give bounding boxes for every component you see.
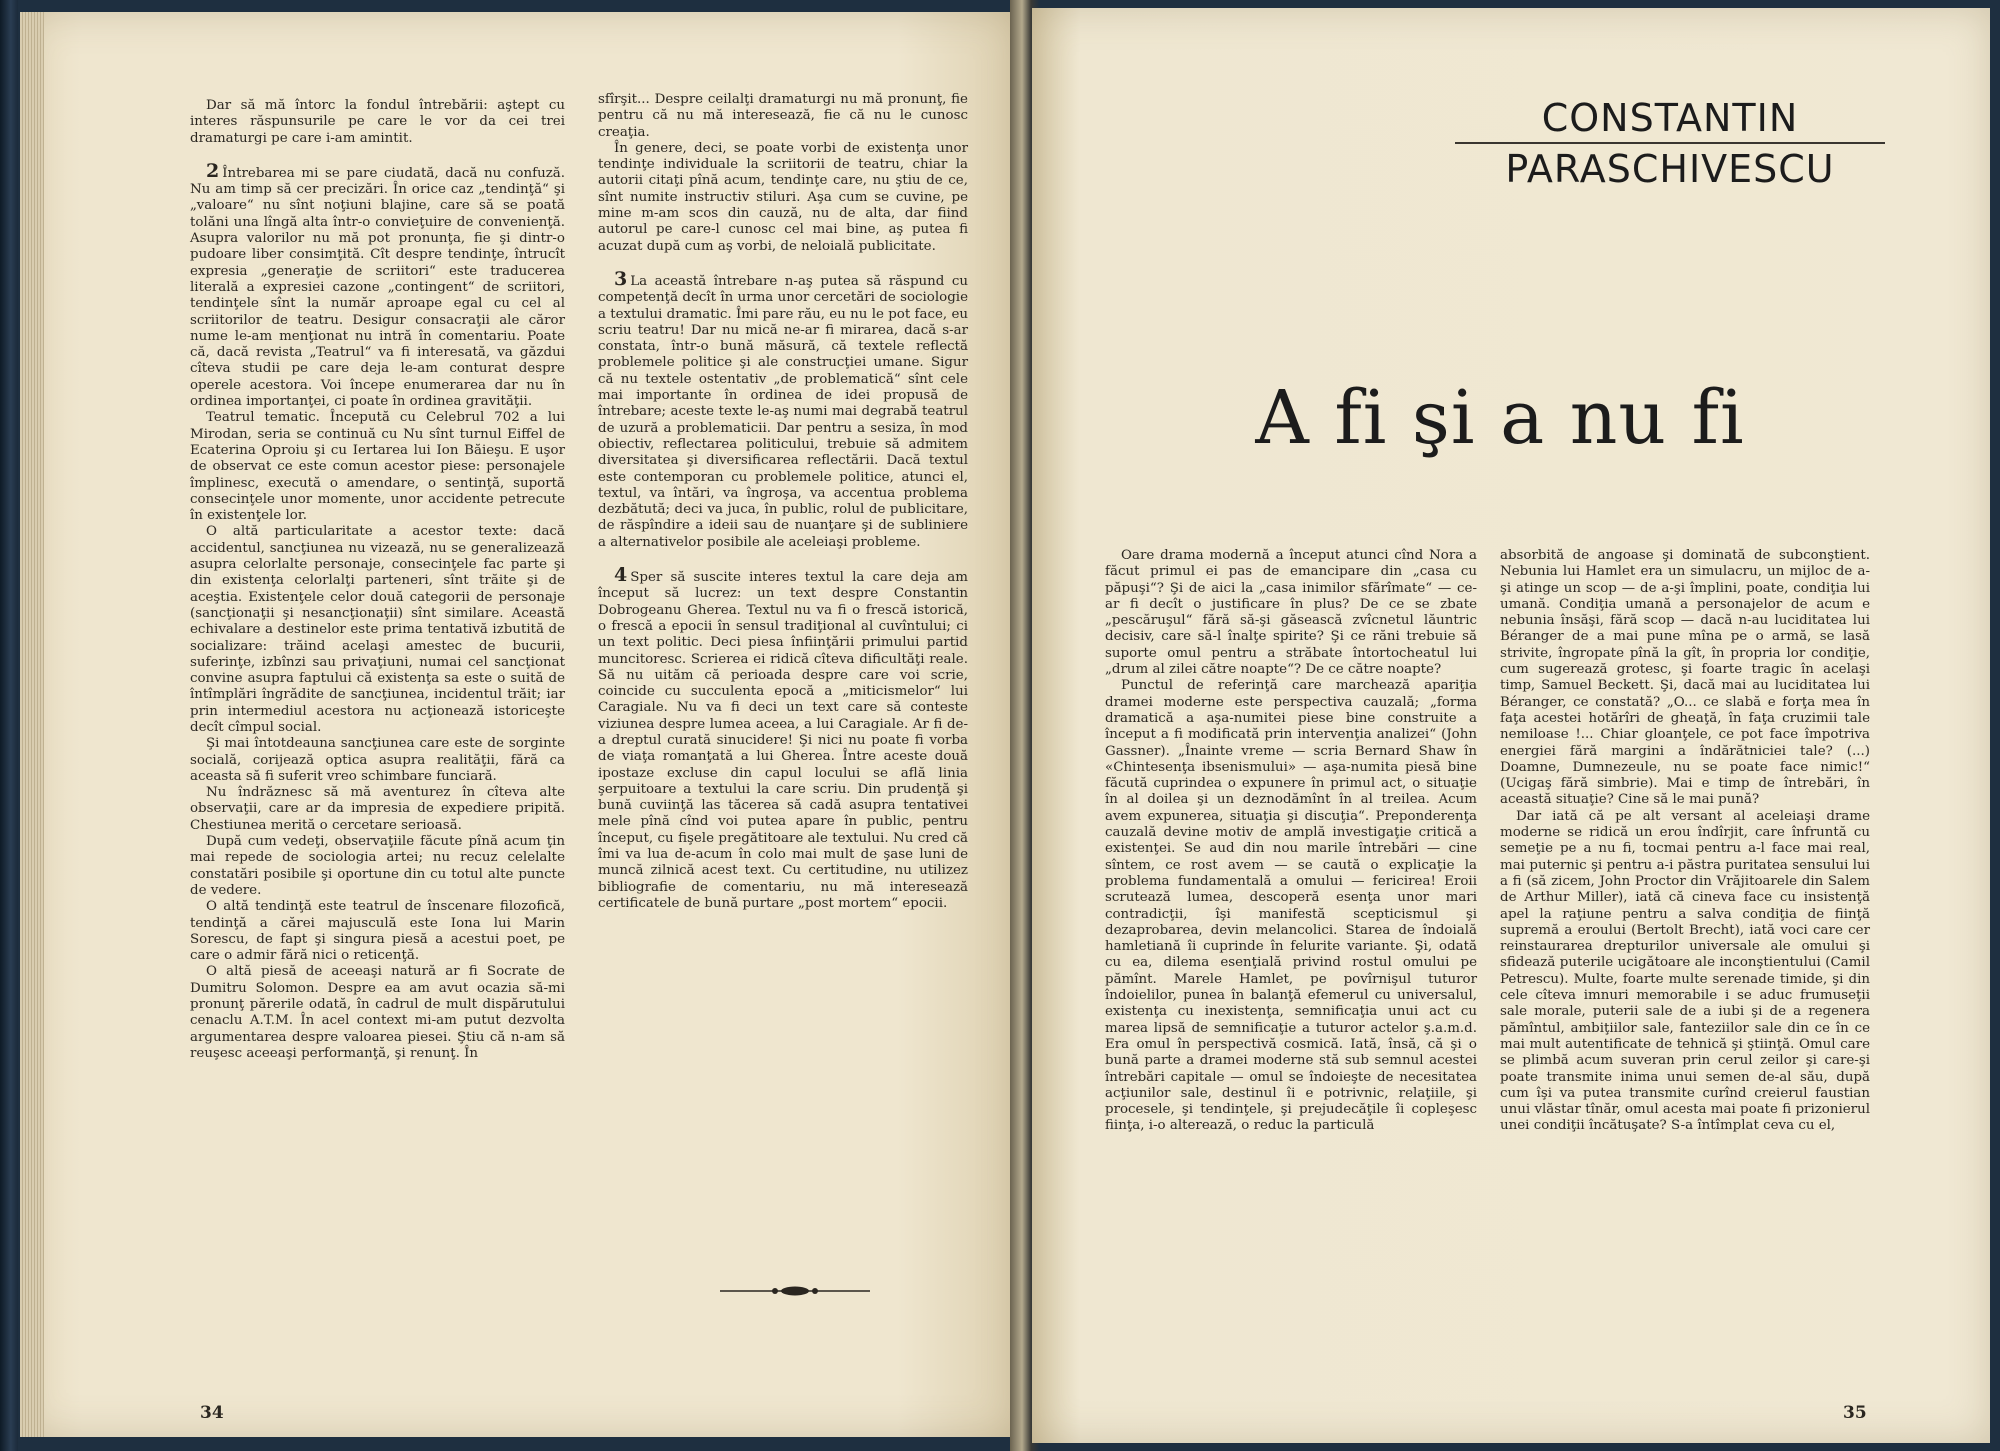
paragraph-text: La această întrebare n-aş putea să răspund cu competenţă decît în urma unor cercetări de sociologie a textului dramatic. Îmi pare rău, eu nu le pot face, eu scriu teatru! Dar nu mică ne-ar fi mirarea, dacă s-ar constata, într-o bună măsură, că textele reflectă problemele politice şi ale construcţiei umane. Sigur că nu textele ostentativ „de problematică“ sînt cele mai importante în ordinea de idei propusă de întrebare; aceste texte le-aş numi mai degrabă teatrul de uzură a problematicii. Dar pentru a sesiza, în mod obiectiv, reflectarea politicului, trebuie să admitem diversitatea şi diversificarea reflectării. Dacă textul este contemporan cu problemele politice, atunci el, textul, va întări, va îngroşa, va accentua problema dezbătută; deci va juca, în public, rolul de publicitare, de răspîndire a ideii sau de nuanţare şi de subliniere a alternativelor posibile ale aceleiaşi probleme. xyxy=(598,273,968,550)
author-name xyxy=(1455,96,1885,191)
author-rule xyxy=(1455,142,1885,144)
paragraph xyxy=(190,98,565,147)
left-page-column-2 xyxy=(598,92,968,912)
right-page-column-2 xyxy=(1500,548,1870,1135)
paragraph-text: Dar să mă întorc la fondul întrebării: aştept cu interes răspunsurile pe care le vor da cei trei dramaturgi pe care i-am amintit. xyxy=(190,98,565,146)
paragraph-text: În genere, deci, se poate vorbi de existenţa unor tendinţe individuale la scriitorii de teatru, chiar la autorii citaţi pînă acum, tendinţe care, nu ştiu de ce, sînt numite instructiv stiluri. Aşa cum se cuvine, pe mine m-am scos din cauză, nu de alta, dar fiind autorul pe care-l cunosc cel mai bine, aş putea fi acuzat după cum aş vorbi, de neloială publicitate. xyxy=(598,140,968,254)
right-page-column-1 xyxy=(1105,548,1477,1135)
left-page-column-1 xyxy=(190,98,565,1062)
paragraph-text: Întrebarea mi se pare ciudată, dacă nu confuză. Nu am timp să cer precizări. În orice caz „tendinţă“ şi „valoare“ nu sînt noţiuni blajine, care să se poată tolăni una lîngă alta într-o convieţuire de convenienţă. Asupra valorilor nu mă pot pronunţa, fie şi dintr-o pudoare liber consimţită. Cît despre tendinţe, întrucît expresia „generaţie de scriitori“ este traducerea literală a expresiei cazone „contingent“ de scriitori, tendinţele sînt la număr aproape egal cu cel al scriitorilor de teatru. Desigur consacraţii ale căror nume le-am menţionat nu intră în comentariu. Poate că, dacă revista „Teatrul“ va fi interesată, va găzdui cîteva studii pe care deja le-am conturat despre operele acestora. Voi începe enumerarea dar nu în ordinea importanţei, ci poate în ordinea gravităţii. xyxy=(190,165,565,410)
paragraph xyxy=(1105,548,1477,678)
paragraph xyxy=(598,564,968,912)
author-first-name: CONSTANTIN xyxy=(1541,96,1799,140)
paragraph-text: Punctul de referinţă care marchează apariţia dramei moderne este perspectiva cauzală; „forma dramatică a aşa-numitei piese bine construite a început a fi modificată prin intervenţia analizei“ (John Gassner). „Înainte vreme — scria Bernard Shaw în «Chintesenţa ibsenismului» — aşa-numita piesă bine făcută cuprindea o expunere în primul act, o situaţie în al doilea şi un deznodămînt în al treilea. Acum avem expunerea, situaţia şi discuţia“. Preponderenţa cauzală devine motiv de amplă investigaţie critică a existenţei. Se aud din nou marile întrebări — cine sîntem, ce rost avem — se caută o explicaţie la problema fundamentală a omului — fericirea! Eroii scrutează lumea, descoperă esenţa unor mari contradicţii, îşi manifestă scepticismul şi dezaprobarea, devin melancolici. Starea de îndoială hamletiană îi cuprinde în felurite variante. Şi, odată cu ea, dilema esenţială privind rostul omului pe pămînt. Marele Hamlet, pe povîrnişul tuturor îndoielilor, punea în balanţă efemerul cu universalul, existenţa cu inexistenţa, semnificaţia unui act cu marea lipsă de semnificaţie a tuturor actelor ş.a.m.d. Era omul în perspectivă cosmică. Iată, însă, că şi o bună parte a dramei moderne stă sub semnul acestei întrebări capitale — omul se îndoieşte de necesitatea acţiunilor sale, destinul îi e potrivnic, relaţiile, şi procesele, şi tendinţele, şi prejudecăţile îi copleşesc fiinţa, i-o alterează, o reduc la particulă xyxy=(1105,678,1477,1134)
paragraph xyxy=(598,267,968,551)
paragraph-text: absorbită de angoase şi dominată de subconştient. Nebunia lui Hamlet era un simulacru, un mijloc de a-şi atinge un scop — de a-şi împlini, poate, condiţia lui umană. Condiţia umană a personajelor de acum e nebunia însăşi, fără scop — dacă n-au luciditatea lui Béranger de a mai pune mîna pe o armă, se lasă strivite, îngropate pînă la gît, în propria lor condiţie, cum sugerează grotesc, şi foarte tragic în acelaşi timp, Samuel Beckett. Şi, dacă mai au luciditatea lui Béranger, ce constată? „O... ce slabă e forţa mea în faţa acestei hotărîri de gheaţă, în faţa cruzimii tale nemiloase !... Chiar gloanţele, ce pot face împotriva energiei fără margini a îndărătniciei tale? (...) Doamne, Dumnezeule, nu se poate face nimic!“ (Ucigaş fără simbrie). Mai e timp de întrebări, în această situaţie? Cine să le mai pună? xyxy=(1500,548,1870,808)
paragraph xyxy=(190,964,565,1062)
section-number: 3 xyxy=(614,267,628,290)
paragraph-text: O altă piesă de aceeaşi natură ar fi Socrate de Dumitru Solomon. Despre ea am avut ocazia să-mi pronunţ părerile odată, în cadrul de mult dispărutului cenaclu A.T.M. În acel context mi-am putut dezvolta argumentarea despre valoarea piesei. Ştiu că n-am să reuşesc aceeaşi performanţă, şi renunţ. În xyxy=(190,964,565,1061)
paragraph xyxy=(190,410,565,524)
paragraph-text: Şi mai întotdeauna sancţiunea care este de sorginte socială, corijează optica asupra realităţii, fără ca aceasta să fi suferit vreo schimbare funciară. xyxy=(190,736,565,784)
paragraph-text: O altă particularitate a acestor texte: dacă accidentul, sancţiunea nu vizează, nu se generalizează asupra celorlalte personaje, consecinţele fac parte şi din existenţa celorlalţi parteneri, sînt trăite şi de aceştia. Existenţele celor două categorii de personaje (sancţionaţii şi nesancţionaţii) sînt similare. Această echivalare a destinelor este prima tentativă izbutită de socializare: trăind acelaşi amestec de bucurii, suferinţe, izbînzi sau privaţiuni, numai cel sancţionat convine asupra faptului că existenţa sa este o suită de întîmplări îngrădite de sancţiunea, incidentul trăit; iar prin intermediul acestora nu acţionează istoriceşte decît cîmpul social. xyxy=(190,524,565,735)
paragraph xyxy=(1105,678,1477,1134)
paragraph-text: Nu îndrăznesc să mă aventurez în cîteva alte observaţii, care ar da impresia de expediere pripită. Chestiunea merită o cercetare serioasă. xyxy=(190,785,565,833)
paragraph xyxy=(1500,548,1870,809)
paragraph xyxy=(190,785,565,834)
page-number-left: 34 xyxy=(200,1403,224,1423)
paragraph xyxy=(190,524,565,736)
section-number: 2 xyxy=(206,159,220,182)
paragraph xyxy=(598,141,968,255)
paragraph-text: sfîrşit... Despre ceilalţi dramaturgi nu mă pronunţ, fie pentru că nu mă interesează, fie că nu le cunosc creaţia. xyxy=(598,92,968,140)
paragraph xyxy=(190,899,565,964)
author-last-name: PARASCHIVESCU xyxy=(1505,147,1835,191)
paragraph-text: Sper să suscite interes textul la care deja am început să lucrez: un text despre Constantin Dobrogeanu Gherea. Textul nu va fi o frescă istorică, o frescă a epocii în sensul tradiţional al cuvîntului; ci un text politic. Deci piesa înfiinţării primului partid muncitoresc. Scrierea ei ridică cîteva dificultăţi reale. Să nu uităm că perioada despre care voi scrie, coincide cu succulenta epocă a „miticismelor“ lui Caragiale. Nu va fi deci un text care să conteste viziunea despre lumea aceea, a lui Caragiale. Ar fi de-a dreptul curată sinucidere! Şi nici nu poate fi vorba de viaţa romanţată a lui Gherea. Între aceste două ipostaze excluse din capul locului se află linia şerpuitoare a textului la care scriu. Din prudenţă şi bună cuviinţă las tăcerea să cadă asupra tentativei mele pînă cînd voi putea apare în public, pentru început, cu fişele pregătitoare ale textului. Nu cred că îmi va lua de-acum în colo mai mult de şase luni de muncă zilnică acest text. Cu certitudine, nu utilizez bibliografie de comentariu, nu mă interesează certificatele de bună purtare „post mortem“ epocii. xyxy=(598,570,968,911)
book-cover-edge xyxy=(0,0,18,1451)
paragraph-text: Teatrul tematic. Începută cu Celebrul 702 a lui Mirodan, seria se continuă cu Nu sînt turnul Eiffel de Ecaterina Oproiu şi cu Iertarea lui Ion Băieşu. E uşor de observat ce este comun acestor piese: personajele împlinesc, execută o amendare, o sentinţă, suportă consecinţele unor momente, unor accidente petrecute în existenţele lor. xyxy=(190,410,565,524)
paragraph-text: Dar iată că pe alt versant al aceleiaşi drame moderne se ridică un erou îndîrjit, care înfruntă cu semeţie pe a nu fi, tocmai pentru a-l face mai real, mai puternic şi pentru a-i păstra puritatea sensului lui a fi (să zicem, John Proctor din Vrăjitoarele din Salem de Arthur Miller), iată că cineva face cu insistenţă apel la raţiune pentru a salva condiţia de fiinţă supremă a eroului (Bertolt Brecht), iată voci care cer reinstaurarea drepturilor universale ale omului şi sfidează puterile ucigătoare ale inconştientului (Camil Petrescu). Multe, foarte multe serenade timide, şi din cele cîteva imnuri memorabile i se aduc frumuseţii sale morale, puterii sale de a iubi şi de a regenera pămîntul, ambiţiilor sale, fanteziilor sale din ce în ce mai mult autentificate de tehnică şi ştiinţă. Omul care se plimbă acum suveran prin cerul zeilor şi care-şi poate transmite inima unui semen de-al său, după cum îşi va putea transmite curînd creierul faustian unui vlăstar tînăr, omul acesta mai poate fi prizonierul unei condiţii încătuşate? S-a întîmplat ceva cu el, xyxy=(1500,808,1870,1134)
paragraph xyxy=(1500,809,1870,1135)
page-stack xyxy=(20,12,44,1437)
section-number: 4 xyxy=(614,564,628,587)
paragraph-text: O altă tendinţă este teatrul de înscenare filozofică, tendinţă a cărei majusculă este Iona lui Marin Sorescu, de fapt şi singura piesă a acestui poet, pe care o admir fără nici o reticenţă. xyxy=(190,899,565,964)
paragraph xyxy=(190,736,565,785)
ornament-divider xyxy=(720,1283,870,1299)
paragraph xyxy=(190,159,565,410)
paragraph xyxy=(598,92,968,141)
paragraph-text: După cum vedeţi, observaţiile făcute pînă acum ţin mai repede de sociologia artei; nu recuz celelalte constatări posibile şi oportune din cu totul alte puncte de vedere. xyxy=(190,834,565,898)
page-number-right: 35 xyxy=(1843,1403,1867,1423)
paragraph xyxy=(190,834,565,899)
paragraph-text: Oare drama modernă a început atunci cînd Nora a făcut primul ei pas de emancipare din „casa cu păpuşi“? Şi de aici la „casa inimilor sfărîmate“ — ce-ar fi decît o justificare în plus? De ce se zbate „pescăruşul“ fără să-şi găsească zvîcnetul lăuntric decisiv, care să-l înalţe spirite? Şi ce răni trebuie să suporte omul pentru a străbate întortocheatul lui „drum al zilei către noapte“? De ce către noapte? xyxy=(1105,548,1477,678)
article-title: A fi şi a nu fi xyxy=(1255,375,1745,461)
